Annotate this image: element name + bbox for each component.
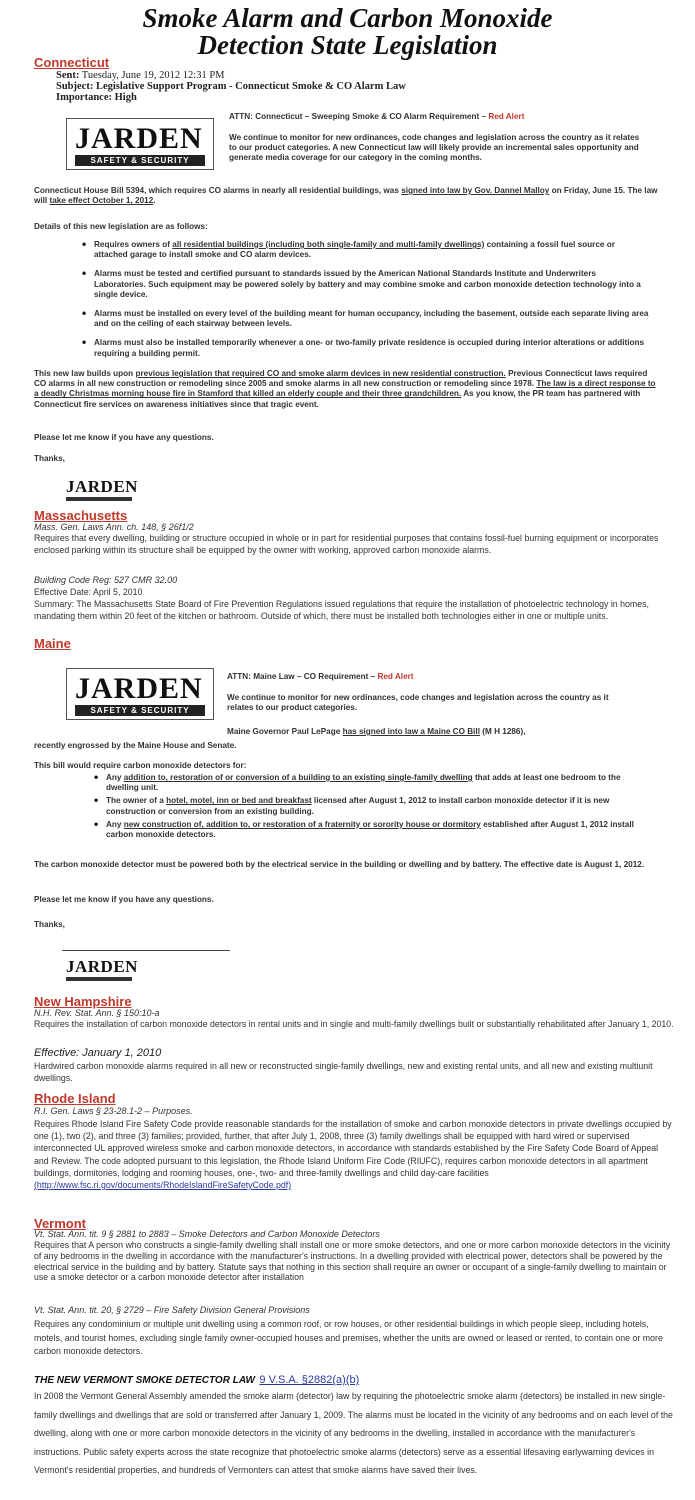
para-text: As you know, the PR team has partnered with Connecticut fire services on awareness initiatives since that tragic event. — [34, 389, 641, 409]
vermont-law-text: In 2008 the Vermont General Assembly amended the smoke alarm (detector) law by requiring the photoelectric smoke alarm (detectors) be installed in new single-family dwellings and dwellings that are sold or transferred after January 1, 2009. The alarms must be located in the vicinity of any bedrooms and on each level of the dwelling, along with one or more carbon monoxide detectors in the vicinity of any bedrooms in the dwelling, installed in accordance with the manufacturer's instructions. Public safety experts across the state recognize that photoelectric smoke alarms (detectors) serve as a essential lifesaving earlywarning devices in Vermont's residential properties, and hundreds of Vermonters can attest that smoke alarms have saved their lives. — [34, 1391, 673, 1476]
jarden-logo-maine — [66, 668, 214, 720]
attn-connecticut — [229, 112, 649, 122]
jarden-logo-connecticut — [66, 118, 214, 170]
connecticut-details-intro: Details of this new legislation are as follows: — [34, 222, 208, 231]
connecticut-background-paragraph — [34, 369, 659, 410]
document-title-line-1: Smoke Alarm and Carbon Monoxide — [142, 3, 553, 33]
email-header — [56, 70, 616, 103]
connecticut-thanks: Thanks, — [34, 454, 65, 463]
bill-text-period: . — [153, 196, 156, 206]
connecticut-questions: Please let me know if you have any questions. — [34, 433, 214, 442]
rhode-island-code-link[interactable]: (http://www.fsc.ri.gov/documents/RhodeIslandFireSafetyCode.pdf) — [34, 1180, 292, 1191]
bullet-text-underlined: addition to, restoration of or conversion of a building to an existing single-family dwelling — [123, 773, 473, 782]
heading-massachusetts: Massachusetts — [34, 508, 128, 523]
rhode-island-body: Requires Rhode Island Fire Safety Code provide reasonable standards for the installation of smoke and carbon monoxide detectors in private dwellings occupied by one (1), two (2), and three (3) families; provided, further, that after July 1, 2008, three (3) family dwellings shall be equipped with hard wired or supervised interconnected UL approved wireless smoke and carbon monoxide detectors, in accordance with standards established by the Fire Safety Code Board of Appeal and Review. The code adopted pursuant to this legislation, the Rhode Island Uniform Fire Code (RIUFC), requires carbon monoxide detectors in all apartment buildings, dormitories, lodging and rooming houses, one-, two- and three-family dwellings and child day-care facilities — [34, 1119, 672, 1178]
bullet-text: established after August 1, 2012 install carbon monoxide detectors. — [106, 819, 634, 840]
bullet-text: containing a fossil fuel source or attached garage to install smoke and CO alarm devices. — [94, 240, 615, 260]
rhode-island-citation: R.I. Gen. Laws § 23-28.1-2 – Purposes. — [34, 1106, 193, 1116]
logo-tagline: SAFETY & SECURITY — [75, 705, 205, 716]
bill-text-effective: take effect October 1, 2012 — [49, 196, 154, 206]
bullet-text-underlined: hotel, motel, inn or bed and breakfast — [166, 796, 312, 806]
connecticut-bullet-2: • Alarms must be tested and certified pursuant to standards issued by the American National Standards Institute and Underwriters Laboratories. Such equipment may be powered solely by battery and may combine smoke and carbon monoxide detection technology into a single device. — [94, 269, 650, 300]
vermont-law-title: THE NEW VERMONT SMOKE DETECTOR LAW — [34, 1375, 255, 1386]
attn-text: ATTN: Maine Law – CO Requirement – — [227, 672, 376, 681]
connecticut-bullet-4: • Alarms must also be installed temporarily whenever a one- or two-family private residence is occupied during interior alterations or additions requiring a building permit. — [94, 338, 650, 358]
logo-bar — [66, 497, 132, 501]
new-hampshire-text-1: Requires the installation of carbon monoxide detectors in rental units and in single and multi-family dwellings built or substantially rehabilitated after January 1, 2010. — [34, 1019, 674, 1029]
document-title-line-2: Detection State Legislation — [197, 30, 498, 60]
bill-text-c: on Friday, June 15. The law will — [34, 186, 658, 206]
bullet-text: Requires owners of — [94, 240, 170, 249]
connecticut-bullet-3: • Alarms must be installed on every level of the building meant for human occupancy, including the basement, outside each separate living area and on the ceiling of each stairway between levels. — [94, 309, 650, 329]
importance-label: Importance: — [56, 92, 112, 103]
maine-governor-line — [227, 727, 667, 737]
logo-tagline: SAFETY & SECURITY — [75, 155, 205, 166]
para-text: This new law builds upon — [34, 369, 134, 378]
heading-new-hampshire — [34, 994, 132, 1009]
bullet-text: that adds at least one bedroom to the dwelling unit. — [106, 773, 621, 793]
bill-text-signed: signed into law by Gov. Dannel Malloy — [401, 186, 550, 195]
heading-maine: Maine — [34, 636, 71, 651]
gov-text-underlined: has signed into law a Maine CO Bill — [342, 727, 480, 736]
logo-bar — [66, 977, 132, 981]
heading-part: New — [34, 994, 61, 1009]
massachusetts-summary: Summary: The Massachusetts State Board of Fire Prevention Regulations issued regulations that require the installation of photoelectric technology in homes, mandating them within 20 feet of the kitchen or bathroom. Outside of which, there must be installed both technologies either in one or multiple units. — [34, 599, 649, 621]
attn-text: ATTN: Connecticut – Sweeping Smoke & CO Alarm Requirement – — [229, 112, 487, 121]
attn-maine — [227, 672, 647, 682]
massachusetts-citation-2: Building Code Reg: 527 CMR 32.00 — [34, 575, 178, 585]
vermont-citation-1: Vt. Stat. Ann. tit. 9 § 2881 to 2883 – Smoke Detectors and Carbon Monoxide Detectors — [34, 1229, 380, 1239]
red-alert-label: Red Alert — [377, 672, 414, 681]
bullet-text-underlined: all residential buildings (including both single-family and multi-family dwellings) — [172, 240, 485, 249]
logo-word: JARDEN — [75, 672, 203, 705]
maine-bullet-1 — [106, 773, 652, 793]
maine-bullets — [92, 773, 652, 847]
para-text: Previous Connecticut laws required CO alarms in all new construction or remodeling since 2005 and smoke alarms in all new construction or remodeling since 1978. — [34, 369, 648, 389]
vermont-text-1: Requires that A person who constructs a single-family dwelling shall install one or more smoke detectors, and one or more carbon monoxide detectors in the vicinity of any bedrooms in the dwelling in accordance with the manufacturer's instructions. In a dwelling provided with electrical power, detectors shall be powered by the electrical service in the building and by battery. Statute says that nothing in this section shall require an owner or occupant of a single-family dwelling to maintain or use a smoke detector or a carbon monoxide detector after installation — [34, 1240, 671, 1283]
maine-bullet-3 — [106, 820, 652, 840]
new-hampshire-text-2: Hardwired carbon monoxide alarms required in all new or reconstructed single-family dwellings, new and existing rental units, and all new and existing multiunit dwellings. — [34, 1061, 653, 1083]
bullet-text-underlined: new construction of, addition to, or restoration of a fraternity or sorority house or dormitory — [123, 819, 481, 829]
maine-require-intro: This bill would require carbon monoxide detectors for: — [34, 761, 247, 770]
massachusetts-citation-1: Mass. Gen. Laws Ann. ch. 148, § 26f1/2 — [34, 522, 194, 532]
connecticut-bullets — [80, 240, 650, 366]
para-text-underlined: The law is a direct response to a deadly Christmas morning house fire in Stamford that killed an elderly couple and their three grandchildren. — [34, 379, 656, 399]
connecticut-bill-paragraph — [34, 186, 659, 206]
maine-intro: We continue to monitor for new ordinances, code changes and legislation across the country as it relates to our product categories. — [227, 693, 609, 713]
logo-word: JARDEN — [66, 957, 138, 976]
importance-value: High — [114, 92, 137, 103]
bullet-text: Any — [106, 819, 122, 829]
heading-part: Hampshire — [64, 994, 132, 1009]
vermont-law-heading — [34, 1370, 674, 1388]
maine-bullet-2 — [106, 796, 652, 816]
connecticut-intro: We continue to monitor for new ordinances, code changes and legislation across the country as it relates to our product categories. A new Connecticut law will likely provide an incremental sales opportunity and generate media coverage for our category in the coming months. — [229, 133, 640, 163]
signature-line — [62, 950, 230, 951]
bill-text-a: Connecticut House Bill 5394, which requires CO alarms in nearly all residential buildings, was — [34, 186, 399, 195]
para-text-underlined: previous legislation that required CO and smoke alarm devices in new residential construction. — [135, 369, 506, 378]
gov-text: Maine Governor Paul LePage — [227, 727, 341, 736]
jarden-signature-logo-maine — [66, 958, 138, 981]
maine-power-requirement: The carbon monoxide detector must be powered both by the electrical service in the building or dwelling and by battery. The effective date is August 1, 2012. — [34, 860, 645, 869]
jarden-signature-logo-connecticut — [66, 478, 138, 501]
subject-label: Subject: — [56, 81, 94, 92]
bullet-text: The owner of a — [106, 796, 164, 806]
sent-value: Tuesday, June 19, 2012 12:31 PM — [81, 70, 225, 81]
new-hampshire-citation: N.H. Rev. Stat. Ann. § 150:10-a — [34, 1008, 160, 1018]
heading-rhode-island: Rhode Island — [34, 1091, 116, 1106]
vermont-law-link[interactable]: 9 V.S.A. §2882(a)(b) — [259, 1374, 360, 1386]
logo-word: JARDEN — [66, 477, 138, 496]
heading-vermont: Vermont — [34, 1216, 87, 1231]
sent-label: Sent: — [56, 70, 80, 81]
connecticut-bullet-1 — [94, 240, 650, 260]
new-hampshire-effective: Effective: January 1, 2010 — [34, 1047, 162, 1059]
rhode-island-text — [34, 1118, 674, 1191]
massachusetts-text-1: Requires that every dwelling, building or structure occupied in whole or in part for residential purposes that contains fossil-fuel burning equipment or incorporates enclosed parking within its structure shall be equipped by the owner with working, approved carbon monoxide alarms. — [34, 533, 659, 555]
subject-value: Legislative Support Program - Connecticut Smoke & CO Alarm Law — [95, 81, 406, 92]
gov-text: (M H 1286), — [482, 727, 526, 736]
red-alert-label: Red Alert — [488, 112, 525, 121]
maine-questions: Please let me know if you have any questions. — [34, 895, 214, 904]
massachusetts-effective-date: Effective Date: April 5, 2010 — [34, 587, 143, 597]
logo-word: JARDEN — [75, 122, 203, 155]
vermont-citation-2: Vt. Stat. Ann. tit. 20, § 2729 – Fire Safety Division General Provisions — [34, 1305, 310, 1315]
bullet-text: licensed after August 1, 2012 to install carbon monoxide detector if it is new construction or conversion from an existing building. — [106, 796, 610, 816]
maine-thanks: Thanks, — [34, 920, 65, 929]
vermont-text-2: Requires any condominium or multiple unit dwelling using a common roof, or row houses, or other residential buildings in which people sleep, including hotels, motels, and tourist homes, excluding single family owner-occupied houses and premises, whether the units are owned or leased or rented, to contain one or more carbon monoxide detectors. — [34, 1319, 663, 1356]
heading-connecticut: Connecticut — [34, 55, 110, 70]
maine-engrossed-line: recently engrossed by the Maine House and Senate. — [34, 741, 237, 750]
bullet-text: Any — [106, 773, 122, 782]
